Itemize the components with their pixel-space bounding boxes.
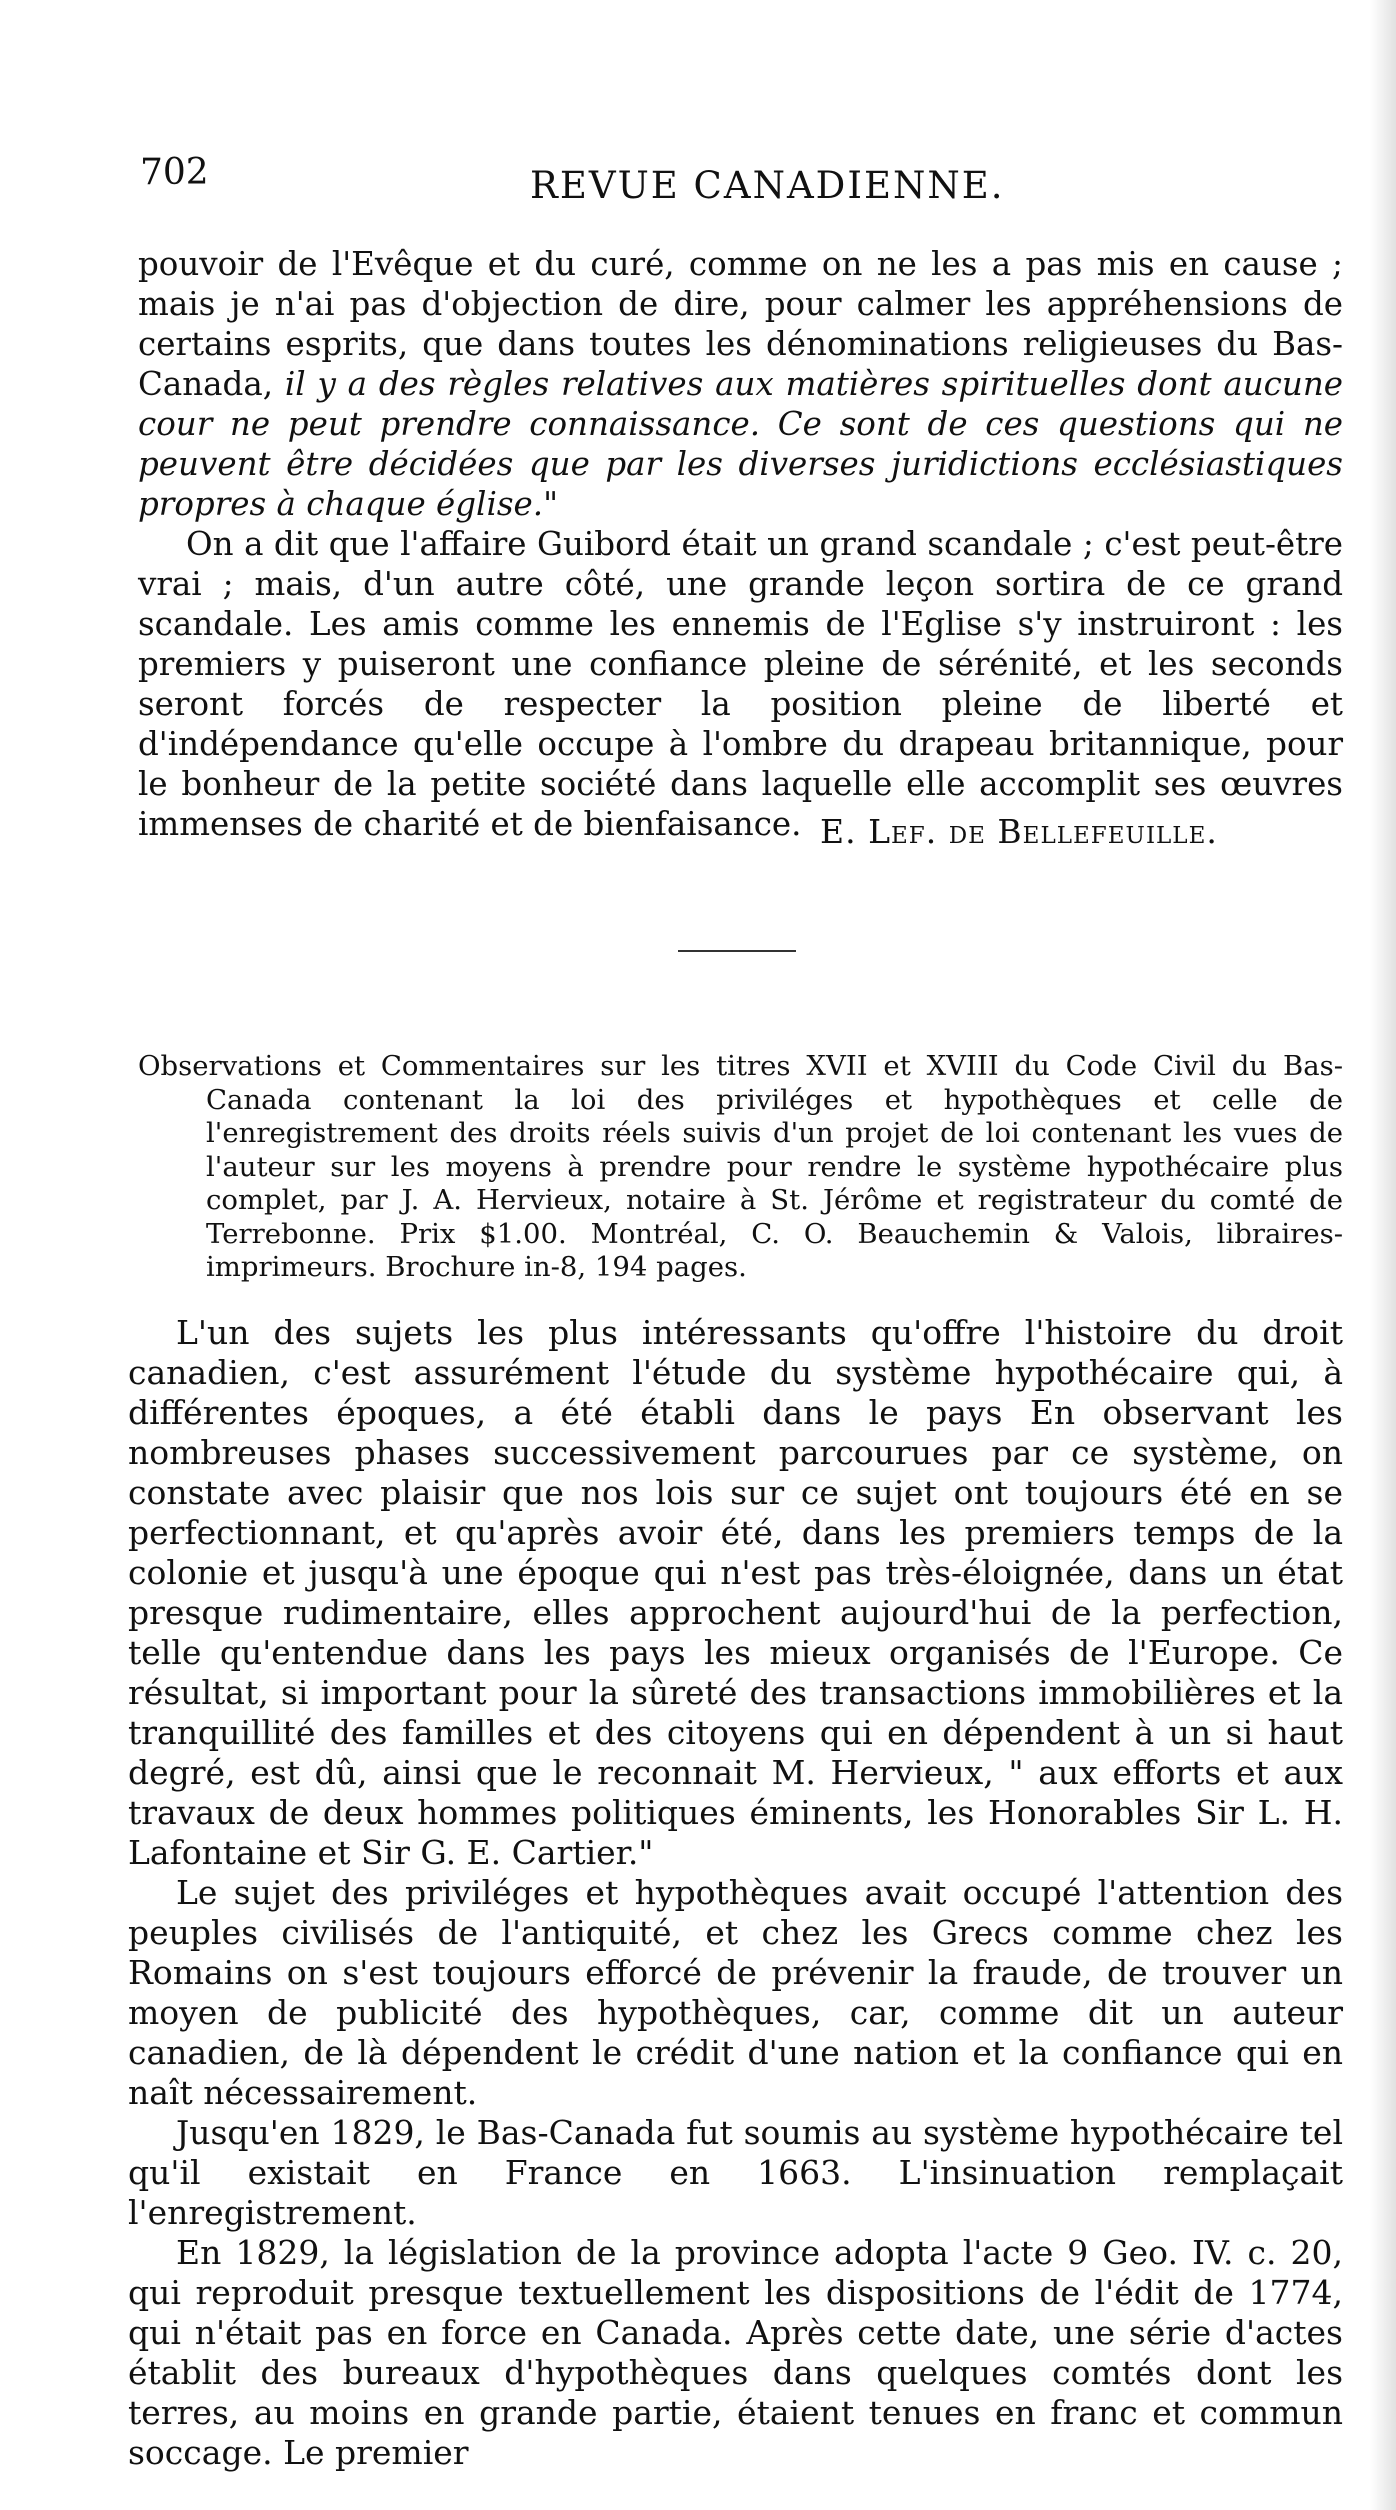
guibord-paragraph: On a dit que l'affaire Guibord était un grand scandale ; c'est peut-être vrai ; mais, d'un autre côté, une grande leçon sortira de ce grand scandale. Les amis comme les ennemis de l'Eglise s'y instruiront : les premiers y puiseront une confiance pleine de sérénité, et les seconds seront forcés de respecter la position pleine de liberté et d'indépendance qu'elle occupe à l'ombre du drapeau britannique, pour le bonheur de la petite société dans laquelle elle accomplit ses œuvres immenses de charité et de bienfaisance. [138,525,1343,843]
review-body [128,1313,1343,2473]
bibliographic-entry: Observations et Commentaires sur les titres XVII et XVIII du Code Civil du Bas-Canada contenant la loi des priviléges et hypothèques et celle de l'enregistrement des droits réels suivis d'un projet de loi contenant les vues de l'auteur sur les moyens à prendre pour rendre le système hypothécaire plus complet, par J. A. Hervieux, notaire à St. Jérôme et registrateur du comté de Terrebonne. Prix $1.00. Montréal, C. O. Beauchemin & Valois, libraires-imprimeurs. Brochure in-8, 194 pages. [138,1050,1343,1283]
section-divider [678,950,796,952]
italic-quotation: il y a des règles relatives aux matières spirituelles dont aucune cour ne peut prendre connaissance. Ce sont de ces questions qui ne peuvent être décidées que par les diverses juridictions ecclésiastiques propres à chaque église. [138,365,1343,523]
page-number: 702 [140,152,209,193]
page-edge-shadow [1370,0,1396,2510]
running-title: REVUE CANADIENNE. [530,164,1005,207]
body-paragraph: Le sujet des priviléges et hypothèques avait occupé l'attention des peuples civilisés de l'antiquité, et chez les Grecs comme chez les Romains on s'est toujours efforcé de prévenir la fraude, de trouver un moyen de publicité des hypothèques, car, comme dit un auteur canadien, de là dépendent le crédit d'une nation et la confiance qui en naît nécessairement. [128,1873,1343,2112]
continued-paragraph [138,244,1343,524]
top-text-block [138,244,1343,844]
body-paragraph: En 1829, la législation de la province adopta l'acte 9 Geo. IV. c. 20, qui reproduit presque textuellement les dispositions de l'édit de 1774, qui n'était pas en force en Canada. Après cette date, une série d'actes établit des bureaux d'hypothèques dans quelques comtés dont les terres, au moins en grande partie, étaient tenues en franc et commun soccage. Le premier [128,2233,1343,2472]
closing-quote: " [543,485,559,523]
body-paragraph: L'un des sujets les plus intéressants qu'offre l'histoire du droit canadien, c'est assurément l'étude du système hypothécaire qui, à différentes époques, a été établi dans le pays En observant les nombreuses phases successivement parcourues par ce système, on constate avec plaisir que nos lois sur ce sujet ont toujours été en se perfectionnant, et qu'après avoir été, dans les premiers temps de la colonie et jusqu'à une époque qui n'est pas très-éloignée, dans un état presque rudimentaire, elles approchent aujourd'hui de la perfection, telle qu'entendue dans les pays les mieux organisés de l'Europe. Ce résultat, si important pour la sûreté des transactions immobilières et la tranquillité des familles et des citoyens qui en dépendent à un si haut degré, est dû, ainsi que le reconnait M. Hervieux, " aux efforts et aux travaux de deux hommes politiques éminents, les Honorables Sir L. H. Lafontaine et Sir G. E. Cartier." [128,1313,1343,1872]
body-paragraph: Jusqu'en 1829, le Bas-Canada fut soumis au système hypothécaire tel qu'il existait en France en 1663. L'insinuation remplaçait l'enregistrement. [128,2113,1343,2232]
paragraph-text: pouvoir de l'Evêque et du curé, comme on ne les a pas mis en cause ; mais je n'ai pas d'objection de dire, pour calmer les appréhensions de certains esprits, que dans toutes les dénominations religieuses du Bas-Canada, [138,245,1343,403]
author-signature: E. Lef. de Bellefeuille. [820,812,1218,851]
page-header [140,152,1340,212]
